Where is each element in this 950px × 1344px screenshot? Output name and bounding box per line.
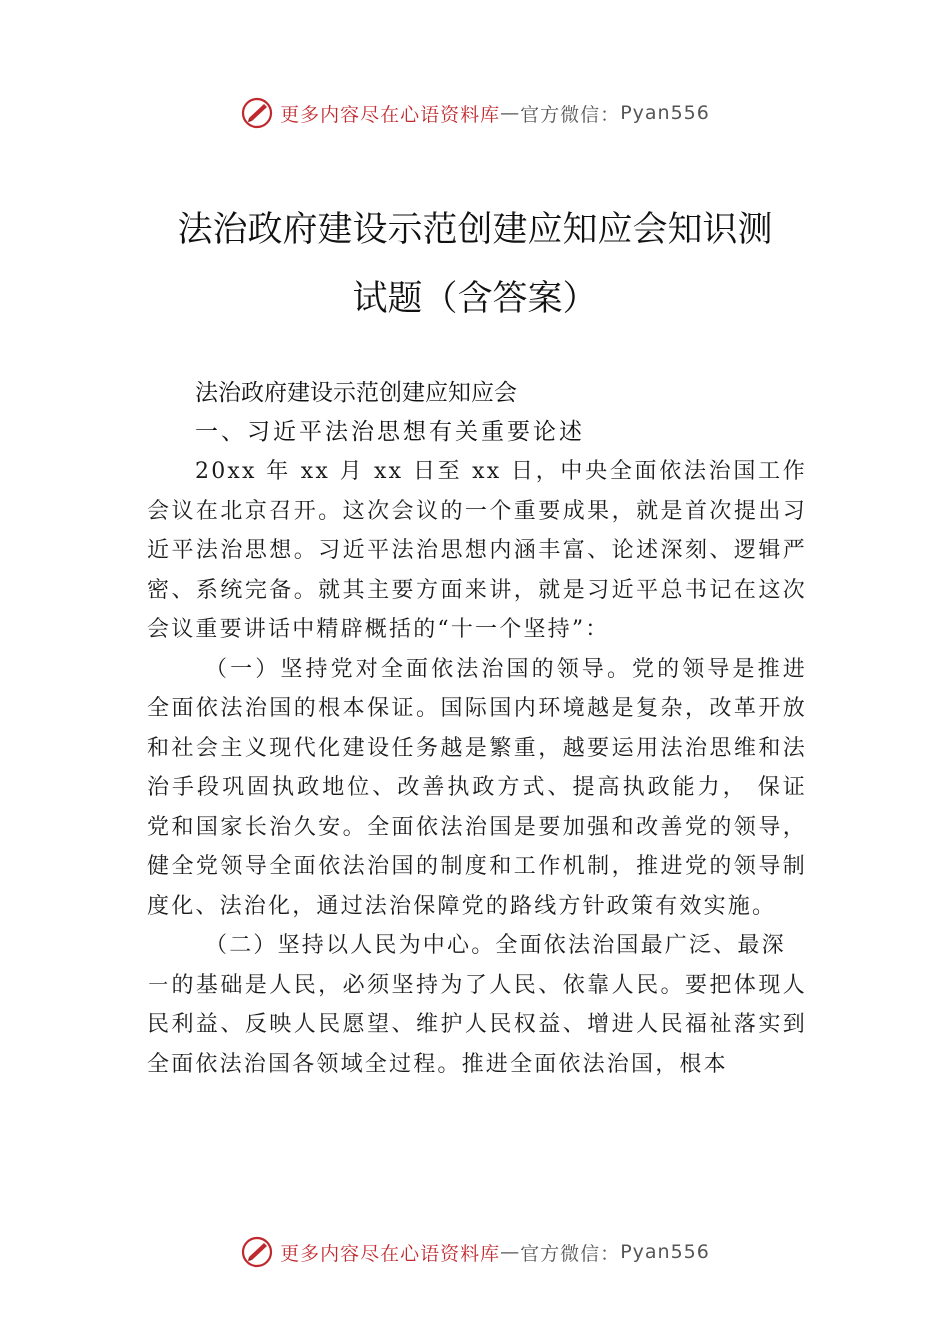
watermark-dash: — bbox=[500, 102, 521, 124]
title-line-1: 法治政府建设示范创建应知应会知识测 bbox=[177, 210, 773, 250]
watermark-bottom bbox=[0, 1235, 950, 1269]
paragraph-point-2-line1: （二）坚持以人民为中心。全面依法治国最广泛、最深 bbox=[205, 933, 786, 958]
section-heading: 法治政府建设示范创建应知应会 bbox=[195, 380, 517, 406]
watermark-brand: 更多内容尽在心语资料库 bbox=[280, 1242, 501, 1265]
watermark-label: 官方微信： bbox=[520, 103, 621, 126]
watermark-id: Pyan556 bbox=[620, 1241, 710, 1263]
watermark-dash: — bbox=[500, 1241, 521, 1263]
brand-logo-icon bbox=[240, 1235, 274, 1269]
watermark-id: Pyan556 bbox=[620, 102, 710, 124]
paragraph-point-2-cont: ㇐的基础是人民，必须坚持为了人民、依靠人民。要把体现人民利益、反映人民愿望、维护人民权益、增进人民福祉落实到全面依法治国各领域全过程。推进全面依法治国，根本 bbox=[147, 972, 807, 1077]
watermark-label: 官方微信： bbox=[520, 1242, 621, 1265]
title-line-2: 试题（含答案） bbox=[352, 279, 598, 319]
subsection-heading: 一、习近平法治思想有关重要论述 bbox=[195, 419, 585, 445]
watermark-top bbox=[0, 96, 950, 130]
paragraph-intro: 20xx 年 xx 月 xx 日至 xx 日，中央全面依法治国工作会议在北京召开。这次会议的一个重要成果，就是首次提出习近平法治思想。习近平法治思想内涵丰富、论述深刻、逻辑严密、系统完备。就其主要方面来讲，就是习近平总书记在这次会议重要讲话中精辟概括的“十一个坚持”： bbox=[147, 459, 807, 642]
brand-logo-icon bbox=[240, 96, 274, 130]
watermark-brand: 更多内容尽在心语资料库 bbox=[280, 103, 501, 126]
paragraph-point-1: （一）坚持党对全面依法治国的领导。党的领导是推进全面依法治国的根本保证。国际国内环境越是复杂，改革开放和社会主义现代化建设任务越是繁重，越要运用法治思维和法治手段巩固执政地位、改善执政方式、提高执政能力， 保证党和国家长治久安。全面依法治国是要加强和改善党的领导，健全党领导全面依法治国的制度和工作机制，推进党的领导制度化、法治化，通过法治保障党的路线方针政策有效实施。 bbox=[147, 656, 807, 919]
document-body bbox=[147, 374, 807, 1084]
document-title bbox=[150, 196, 800, 334]
